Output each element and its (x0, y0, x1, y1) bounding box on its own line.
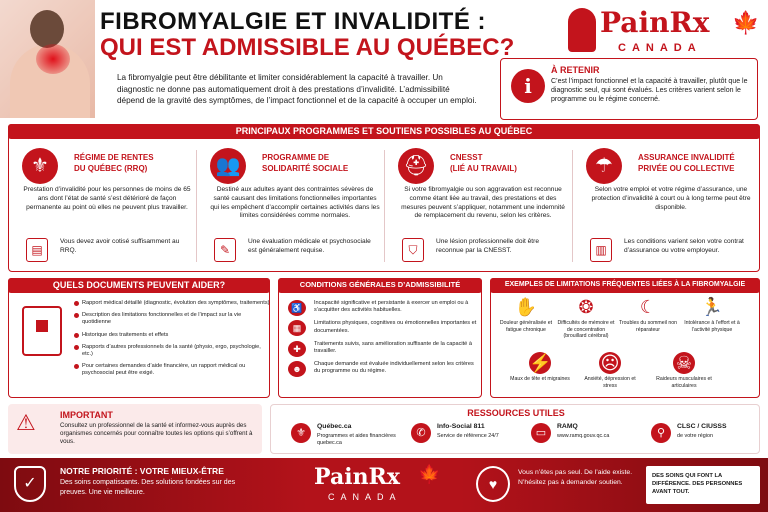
program-note-text: Une évaluation médicale et psychosociale est généralement requise. (248, 238, 371, 254)
retenir-title: À RETENIR (551, 65, 600, 75)
footer-tagline: DES SOINS QUI FONT LA DIFFÉRENCE. DES PERSONNES AVANT TOUT. (646, 466, 760, 504)
resource-icon: ⚲ (651, 423, 671, 443)
intro-text: La fibromyalgie peut être débilitante et limiter considérablement la capacité à travailler. Un diagnostic ne donne pas automatiquement droit à des prestations d’invalidité. L’admissibilité dépend de la gravité des symptômes, de l’impact fonctionnel et de la capacité à occuper un emploi. (117, 73, 477, 105)
resource-icon: ⚜ (291, 423, 311, 443)
condition-item (288, 320, 480, 334)
limitation-label: Intolérance à l’effort et à l’activité physique (684, 320, 740, 333)
footer (0, 458, 768, 512)
resource-name: RAMQ (557, 423, 578, 430)
body-figure-icon (568, 8, 596, 52)
hero-image (0, 0, 95, 118)
maple-leaf-icon: 🍁 (418, 464, 441, 484)
program-title-line2: DU QUÉBEC (RRQ) (74, 164, 148, 173)
logo-country: CANADA (618, 42, 702, 54)
limitation-item (556, 296, 616, 340)
program-note (210, 236, 386, 266)
limitation-item (580, 352, 640, 389)
important-title: IMPORTANT (60, 410, 113, 420)
retenir-box (500, 58, 758, 120)
conditions-header: CONDITIONS GÉNÉRALES D’ADMISSIBILITÉ (278, 278, 482, 293)
important-text: Consultez un professionnel de la santé et informez-vous auprès des organismes concernés pour connaître toutes les options qui s’offrent à vous. (60, 422, 253, 445)
resource-item[interactable] (285, 421, 403, 453)
resource-item[interactable] (405, 421, 523, 453)
condition-icon: ☻ (288, 361, 306, 377)
limitation-label: Difficultés de mémoire et de concentration (brouillard cérébral) (557, 320, 615, 340)
document-item: Pour certaines demandes d’aide financière, un rapport médical ou psychosocial peut être exigé. (74, 363, 270, 377)
limitation-icon: ⚡ (529, 353, 552, 373)
hard-hat-icon: ⛑ (398, 148, 434, 184)
conditions-list (288, 300, 480, 382)
resource-name: CLSC / CIUSSS (677, 423, 727, 430)
maple-leaf-icon: 🍁 (732, 10, 760, 35)
condition-text: Limitations physiques, cognitives ou émotionnelles importantes et documentées. (314, 320, 477, 334)
divider (572, 150, 573, 262)
program-title-line2: PRIVÉE OU COLLECTIVE (638, 164, 735, 173)
program-description: Destiné aux adultes ayant des contraintes sévères de santé causant des limitations fonctionnelles importantes qui les empêchent d’accomplir certaines activités dans les limites considérées comme normales. (210, 186, 380, 220)
limitation-label: Troubles du sommeil non réparateur (618, 320, 678, 333)
limitation-icon: 🏃 (700, 297, 724, 317)
warning-icon: ⚠ (16, 410, 36, 435)
program-description: Si votre fibromyalgie ou son aggravation est reconnue comme étant liée au travail, des prestations et des mesures peuvent s’appliquer, notamment une indemnité de remplacement du revenu, selon les critères. (401, 186, 565, 220)
program-column (12, 144, 198, 270)
logo-brand: PainRx (600, 6, 710, 39)
footer-brand: PainRx (314, 464, 400, 490)
condition-text: Traitements suivis, sans amélioration suffisante de la capacité à travailler. (314, 340, 472, 355)
limitation-item (618, 296, 678, 333)
shield-check-icon: ✓ (14, 466, 46, 502)
document-icon: ✎ (214, 238, 236, 262)
program-title-line2: SOLIDARITÉ SOCIALE (262, 164, 349, 173)
resource-desc: Programmes et aides financières quebec.ca (317, 433, 396, 446)
limitation-item (654, 352, 714, 389)
program-title-line1: CNESST (450, 153, 483, 162)
limitation-item (496, 296, 556, 333)
program-title (262, 152, 348, 174)
program-note-text: Les conditions varient selon votre contrat d’assurance ou votre employeur. (624, 238, 744, 254)
retenir-text: C’est l’impact fonctionnel et la capacité à travailler, plutôt que le diagnostic seul, qui sont évalués. Les critères varient selon le programme ou le régime concerné. (551, 78, 748, 103)
resource-item[interactable] (645, 421, 763, 453)
document-item: Historique des traitements et effets (74, 332, 270, 339)
program-title-line1: ASSURANCE INVALIDITÉ (638, 153, 735, 162)
program-title-line1: RÉGIME DE RENTES (74, 153, 154, 162)
document-icon: ▤ (26, 238, 48, 262)
document-icon: ▥ (590, 238, 612, 262)
document-item: Rapports d’autres professionnels de la santé (physio, ergo, psychologie, etc.) (74, 344, 270, 358)
resource-icon: ▭ (531, 423, 551, 443)
limitation-label: Maux de tête et migraines (510, 376, 570, 382)
resource-desc: de votre région (677, 433, 713, 439)
condition-item (288, 300, 480, 314)
program-column (388, 144, 574, 270)
examples-header: EXEMPLES DE LIMITATIONS FRÉQUENTES LIÉES À LA FIBROMYALGIE (490, 278, 760, 293)
program-note (586, 236, 762, 266)
document-item: Rapport médical détaillé (diagnostic, évolution des symptômes, traitements) (74, 300, 270, 307)
umbrella-icon: ☂ (586, 148, 622, 184)
limitation-label: Douleur généralisée et fatigue chronique (499, 320, 553, 333)
limitation-icon: ☠ (673, 352, 695, 374)
condition-item (288, 361, 480, 375)
documents-header: QUELS DOCUMENTS PEUVENT AIDER? (8, 278, 270, 293)
program-column (200, 144, 386, 270)
divider (196, 150, 197, 262)
important-box (8, 404, 262, 454)
resource-desc: www.ramq.gouv.qc.ca (557, 433, 610, 439)
program-title-line2: (LIÉ AU TRAVAIL) (450, 164, 517, 173)
program-note (22, 236, 198, 266)
resource-icon: ✆ (411, 423, 431, 443)
condition-icon: ▦ (288, 320, 306, 336)
fleur-de-lis-icon: ⚜ (22, 148, 58, 184)
document-item: Description des limitations fonctionnelles et de l’impact sur la vie quotidienne (74, 312, 270, 326)
limitation-item (682, 296, 742, 333)
limitation-icon: ✋ (514, 297, 538, 317)
title-line2: QUI EST ADMISSIBLE AU QUÉBEC? (100, 34, 515, 61)
limitation-icon: ☹ (600, 353, 620, 373)
condition-text: Incapacité significative et persistante à exercer un emploi ou à s’acquitter des activités habituelles. (314, 300, 469, 314)
document-icon: ⛉ (402, 238, 424, 262)
resource-name: Info-Social 811 (437, 423, 485, 430)
resource-name: Québec.ca (317, 423, 352, 430)
program-title (74, 152, 154, 174)
program-note-text: Vous devez avoir cotisé suffisamment au RRQ. (60, 238, 180, 254)
programs-header: PRINCIPAUX PROGRAMMES ET SOUTIENS POSSIBLES AU QUÉBEC (8, 124, 760, 139)
program-description: Selon votre emploi et votre régime d’assurance, une protection d’invalidité à court ou à long terme peut être disponible. (591, 186, 751, 211)
program-note-text: Une lésion professionnelle doit être reconnue par la CNESST. (436, 238, 539, 254)
limitation-label: Raideurs musculaires et articulaires (656, 376, 712, 389)
program-description: Prestation d’invalidité pour les personnes de moins de 65 ans dont l’état de santé s’est détérioré de façon permanente au point où elles ne peuvent plus travailler. (23, 186, 191, 211)
footer-priority-text: Des soins compatissants. Des solutions fondées sur des preuves. Une vie meilleure. (60, 479, 236, 496)
resources-header: RESSOURCES UTILES (467, 408, 565, 418)
clipboard-icon (22, 306, 62, 356)
resources-section (270, 404, 760, 454)
info-icon: i (511, 69, 545, 103)
resource-desc: Service de référence 24/7 (437, 433, 499, 439)
limitation-item (510, 352, 570, 383)
program-column (576, 144, 762, 270)
condition-icon: ♿ (288, 300, 306, 316)
documents-list (74, 300, 270, 383)
divider (384, 150, 385, 262)
condition-text: Chaque demande est évaluée individuellement selon les critères du programme ou du régime. (314, 361, 474, 375)
limitation-label: Anxiété, dépression et stress (584, 376, 636, 389)
footer-country: CANADA (328, 492, 402, 502)
condition-item (288, 341, 480, 355)
program-title (638, 152, 735, 174)
limitation-icon: ☾ (639, 297, 657, 317)
heart-hands-icon: ♥ (476, 466, 510, 502)
footer-support-text: Vous n’êtes pas seul. De l’aide existe. N’hésitez pas à demander soutien. (518, 469, 633, 486)
program-note (398, 236, 574, 266)
condition-icon: ✚ (288, 341, 306, 357)
title-line1: FIBROMYALGIE ET INVALIDITÉ : (100, 8, 487, 35)
program-title-line1: PROGRAMME DE (262, 153, 330, 162)
footer-priority-title: NOTRE PRIORITÉ : VOTRE MIEUX-ÊTRE (60, 466, 224, 476)
painrx-logo (560, 4, 765, 60)
limitation-icon: ❂ (578, 297, 594, 317)
program-title (450, 152, 517, 174)
resource-item[interactable] (525, 421, 643, 453)
people-icon: 👥 (210, 148, 246, 184)
